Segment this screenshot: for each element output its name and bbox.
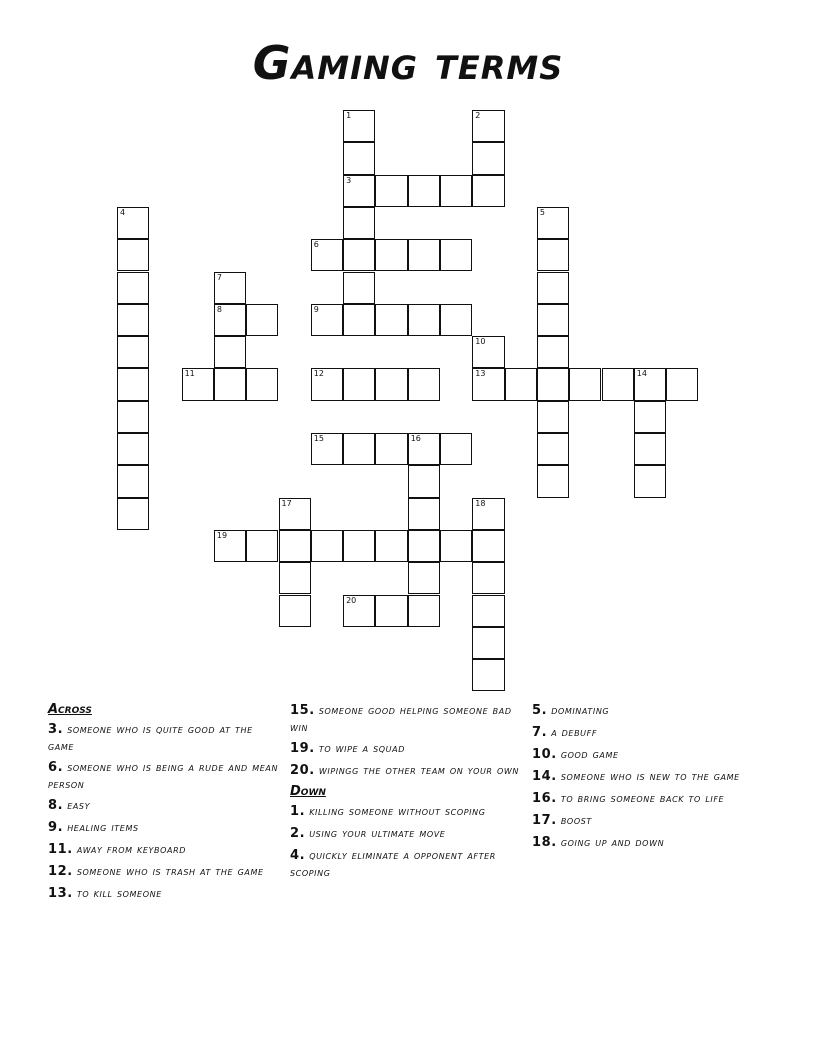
grid-cell[interactable] [182, 368, 214, 400]
grid-cell[interactable] [472, 175, 504, 207]
clue-across-12: 12. someone who is trash at the game [48, 864, 264, 879]
grid-cell[interactable] [343, 207, 375, 239]
grid-cell[interactable] [343, 239, 375, 271]
clues-column-3 [532, 702, 764, 856]
grid-cell[interactable] [279, 498, 311, 530]
grid-cell[interactable] [117, 433, 149, 465]
clue-down-10: 10. good game [532, 747, 619, 762]
grid-cell[interactable] [375, 239, 407, 271]
grid-cell[interactable] [214, 530, 246, 562]
grid-cell[interactable] [440, 304, 472, 336]
grid-cell[interactable] [375, 595, 407, 627]
grid-cell[interactable] [472, 498, 504, 530]
grid-cell[interactable] [408, 239, 440, 271]
grid-cell[interactable] [472, 595, 504, 627]
grid-cell[interactable] [246, 530, 278, 562]
grid-cell[interactable] [472, 530, 504, 562]
clue-number: 14 [636, 369, 647, 379]
grid-cell[interactable] [117, 401, 149, 433]
grid-cell[interactable] [117, 336, 149, 368]
grid-cell[interactable] [472, 110, 504, 142]
clue-number: 16 [410, 434, 421, 443]
clue-number: 1 [346, 111, 352, 120]
clue-across-20: 20. wipingg the other team on your own [290, 763, 519, 778]
clue-down-18: 18. going up and down [532, 835, 665, 850]
clue-number: 18 [475, 498, 486, 508]
grid-cell[interactable] [279, 595, 311, 627]
grid-cell[interactable] [537, 207, 569, 239]
clue-down-1: 1. killing someone without scoping [290, 804, 486, 819]
grid-cell[interactable] [440, 239, 472, 271]
grid-cell[interactable] [117, 368, 149, 400]
grid-cell[interactable] [343, 110, 375, 142]
clue-down-14: 14. someone who is new to the game [532, 769, 740, 784]
grid-cell[interactable] [537, 304, 569, 336]
grid-cell[interactable] [311, 368, 343, 400]
clue-number: 20 [346, 595, 357, 605]
grid-cell[interactable] [472, 627, 504, 659]
clue-number: 12 [313, 369, 324, 379]
clue-down-5: 5. dominating [532, 703, 610, 718]
grid-cell[interactable] [472, 368, 504, 400]
clue-down-17: 17. boost [532, 813, 592, 828]
clue-number: 19 [216, 530, 228, 540]
grid-cell[interactable] [408, 304, 440, 336]
clue-number: 5 [539, 207, 545, 217]
clue-across-6: 6. someone who is being a rude and mean person [48, 760, 279, 791]
clue-number: 4 [120, 207, 126, 217]
grid-cell[interactable] [117, 239, 149, 271]
clue-number: 8 [216, 304, 222, 314]
grid-cell[interactable] [117, 498, 149, 530]
clue-number: 10 [475, 337, 486, 347]
grid-cell[interactable] [279, 562, 311, 594]
across-heading: Across [48, 702, 92, 717]
grid-cell[interactable] [311, 304, 343, 336]
clue-across-15: 15. someone good helping someone bad win [290, 703, 512, 734]
grid-cell[interactable] [375, 368, 407, 400]
grid-cell[interactable] [375, 175, 407, 207]
grid-cell[interactable] [311, 239, 343, 271]
grid-cell[interactable] [537, 336, 569, 368]
grid-cell[interactable] [375, 433, 407, 465]
clue-down-7: 7. a debuff [532, 725, 598, 740]
grid-cell[interactable] [279, 530, 311, 562]
clue-number: 2 [475, 111, 481, 120]
clue-across-3: 3. someone who is quite good at the game [48, 722, 253, 753]
clue-number: 13 [475, 369, 486, 379]
grid-cell[interactable] [375, 530, 407, 562]
grid-cell[interactable] [408, 530, 440, 562]
grid-cell[interactable] [246, 368, 278, 400]
clue-down-16: 16. to bring someone back to life [532, 791, 725, 806]
grid-cell[interactable] [408, 465, 440, 497]
grid-cell[interactable] [537, 368, 569, 400]
grid-cell[interactable] [440, 175, 472, 207]
grid-cell[interactable] [569, 368, 601, 400]
clue-number: 7 [216, 272, 222, 282]
grid-cell[interactable] [311, 530, 343, 562]
grid-cell[interactable] [246, 304, 278, 336]
grid-cell[interactable] [408, 498, 440, 530]
clue-across-9: 9. healing items [48, 820, 139, 835]
grid-cell[interactable] [343, 142, 375, 174]
grid-cell[interactable] [537, 401, 569, 433]
clue-number: 17 [281, 498, 292, 508]
grid-cell[interactable] [375, 304, 407, 336]
grid-cell[interactable] [472, 562, 504, 594]
grid-cell[interactable] [117, 465, 149, 497]
clue-down-4: 4. quickly eliminate a opponent after scoping [290, 848, 496, 879]
grid-cell[interactable] [214, 336, 246, 368]
grid-cell[interactable] [117, 207, 149, 239]
grid-cell[interactable] [408, 595, 440, 627]
grid-cell[interactable] [472, 659, 504, 691]
grid-cell[interactable] [634, 401, 666, 433]
clue-across-8: 8. easy [48, 798, 91, 813]
grid-cell[interactable] [666, 368, 698, 400]
grid-cell[interactable] [343, 595, 375, 627]
grid-cell[interactable] [117, 304, 149, 336]
grid-cell[interactable] [440, 433, 472, 465]
grid-cell[interactable] [440, 530, 472, 562]
grid-cell[interactable] [537, 433, 569, 465]
clue-number: 3 [346, 175, 352, 185]
clue-number: 15 [313, 434, 324, 443]
grid-cell[interactable] [214, 304, 246, 336]
grid-cell[interactable] [311, 433, 343, 465]
clue-across-19: 19. to wipe a squad [290, 741, 405, 756]
clue-across-13: 13. to kill someone [48, 886, 162, 901]
grid-cell[interactable] [537, 272, 569, 304]
grid-cell[interactable] [634, 433, 666, 465]
grid-cell[interactable] [408, 562, 440, 594]
clues-column-1 [48, 702, 280, 907]
grid-cell[interactable] [214, 272, 246, 304]
grid-cell[interactable] [343, 304, 375, 336]
grid-cell[interactable] [602, 368, 634, 400]
grid-cell[interactable] [343, 530, 375, 562]
grid-cell[interactable] [472, 336, 504, 368]
grid-cell[interactable] [634, 368, 666, 400]
grid-cell[interactable] [343, 272, 375, 304]
grid-cell[interactable] [537, 465, 569, 497]
grid-cell[interactable] [408, 368, 440, 400]
grid-cell[interactable] [472, 142, 504, 174]
clue-number: 11 [184, 369, 195, 379]
clues-column-2 [290, 702, 522, 885]
grid-cell[interactable] [214, 368, 246, 400]
down-heading: Down [290, 784, 326, 799]
clue-number: 9 [313, 304, 319, 314]
grid-cell[interactable] [343, 368, 375, 400]
clue-number: 6 [313, 240, 319, 250]
grid-cell[interactable] [408, 433, 440, 465]
grid-cell[interactable] [505, 368, 537, 400]
page-title: Gaming terms [252, 36, 564, 90]
grid-cell[interactable] [117, 272, 149, 304]
clue-down-2: 2. using your ultimate move [290, 826, 446, 841]
grid-cell[interactable] [634, 465, 666, 497]
grid-cell[interactable] [537, 239, 569, 271]
grid-cell[interactable] [408, 175, 440, 207]
grid-cell[interactable] [343, 433, 375, 465]
clue-across-11: 11. away from keyboard [48, 842, 186, 857]
grid-cell[interactable] [343, 175, 375, 207]
